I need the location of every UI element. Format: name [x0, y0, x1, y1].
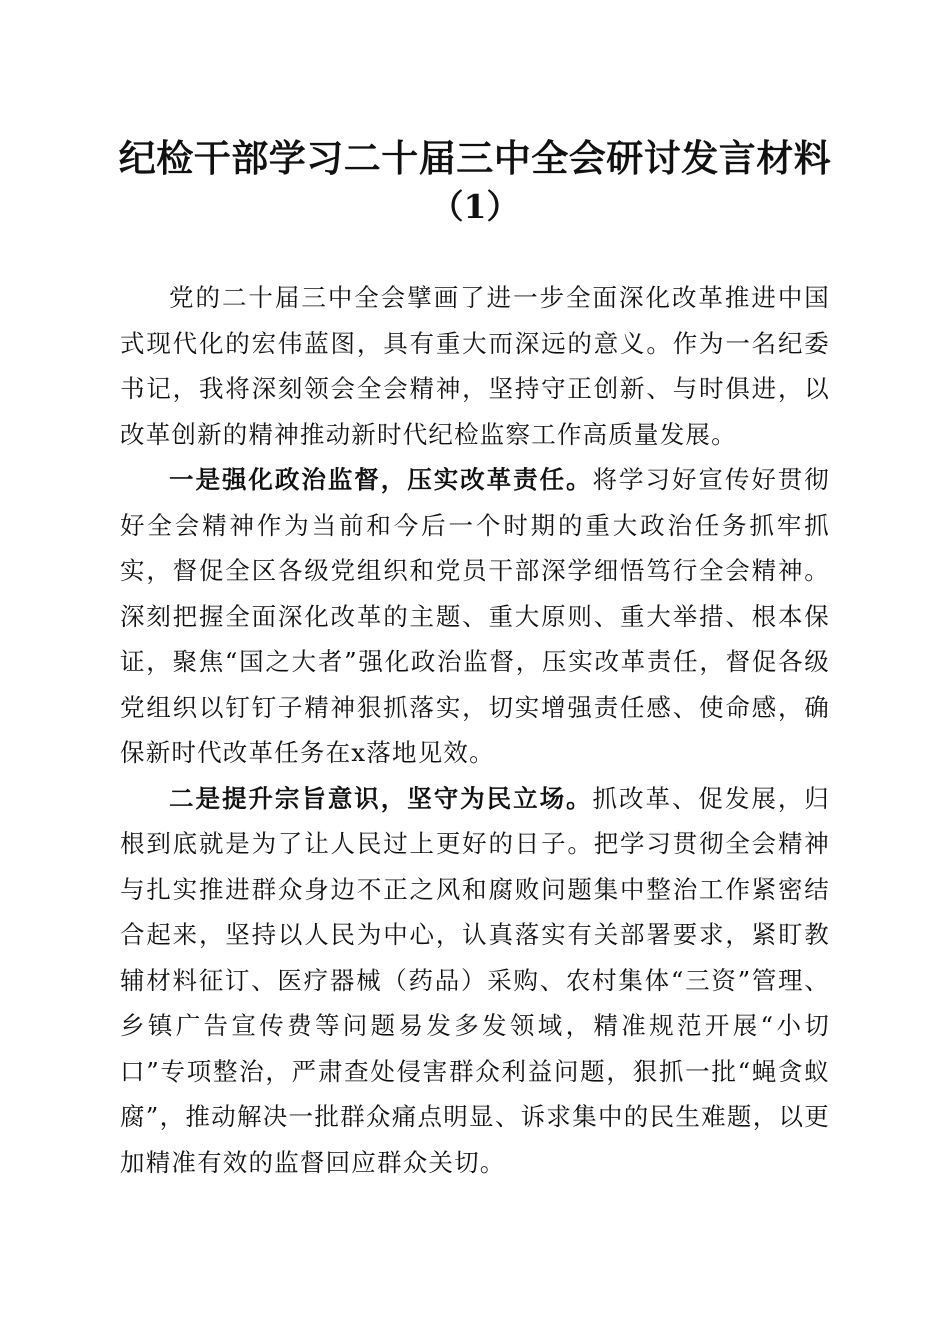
- document-body: [120, 275, 830, 1185]
- paragraph-point-one: [120, 457, 830, 776]
- paragraph-text: 抓改革、促发展，归根到底就是为了让人民过上更好的日子。把学习贯彻全会精神与扎实推进群众身边不正之风和腐败问题集中整治工作紧密结合起来，坚持以人民为中心，认真落实有关部署要求，紧盯教辅材料征订、医疗器械（药品）采购、农村集体“三资”管理、乡镇广告宣传费等问题易发多发领域，精准规范开展“小切口”专项整治，严肃查处侵害群众利益问题，狠抓一批“蝇贪蚁腐”，推动解决一批群众痛点明显、诉求集中的民生难题，以更加精准有效的监督回应群众关切。: [120, 783, 830, 1177]
- document-subtitle: （1）: [430, 187, 520, 226]
- paragraph-point-two: [120, 776, 830, 1186]
- paragraph-lead: 二是提升宗旨意识，坚守为民立场。: [169, 783, 593, 813]
- paragraph-intro: [120, 275, 830, 457]
- document-title: 纪检干部学习二十届三中全会研讨发言材料: [118, 136, 832, 180]
- paragraph-lead: 一是强化政治监督，压实改革责任。: [169, 465, 593, 494]
- paragraph-text: 将学习好宣传好贯彻好全会精神作为当前和今后一个时期的重大政治任务抓牢抓实，督促全区各级党组织和党员干部深学细悟笃行全会精神。深刻把握全面深化改革的主题、重大原则、重大举措、根本保证，聚焦“国之大者”强化政治监督，压实改革责任，督促各级党组织以钉钉子精神狠抓落实，切实增强责任感、使命感，确保新时代改革任务在x落地见效。: [120, 465, 830, 767]
- paragraph-text: 党的二十届三中全会擘画了进一步全面深化改革推进中国式现代化的宏伟蓝图，具有重大而深远的意义。作为一名纪委书记，我将深刻领会全会精神，坚持守正创新、与时俱进，以改革创新的精神推动新时代纪检监察工作高质量发展。: [120, 283, 830, 449]
